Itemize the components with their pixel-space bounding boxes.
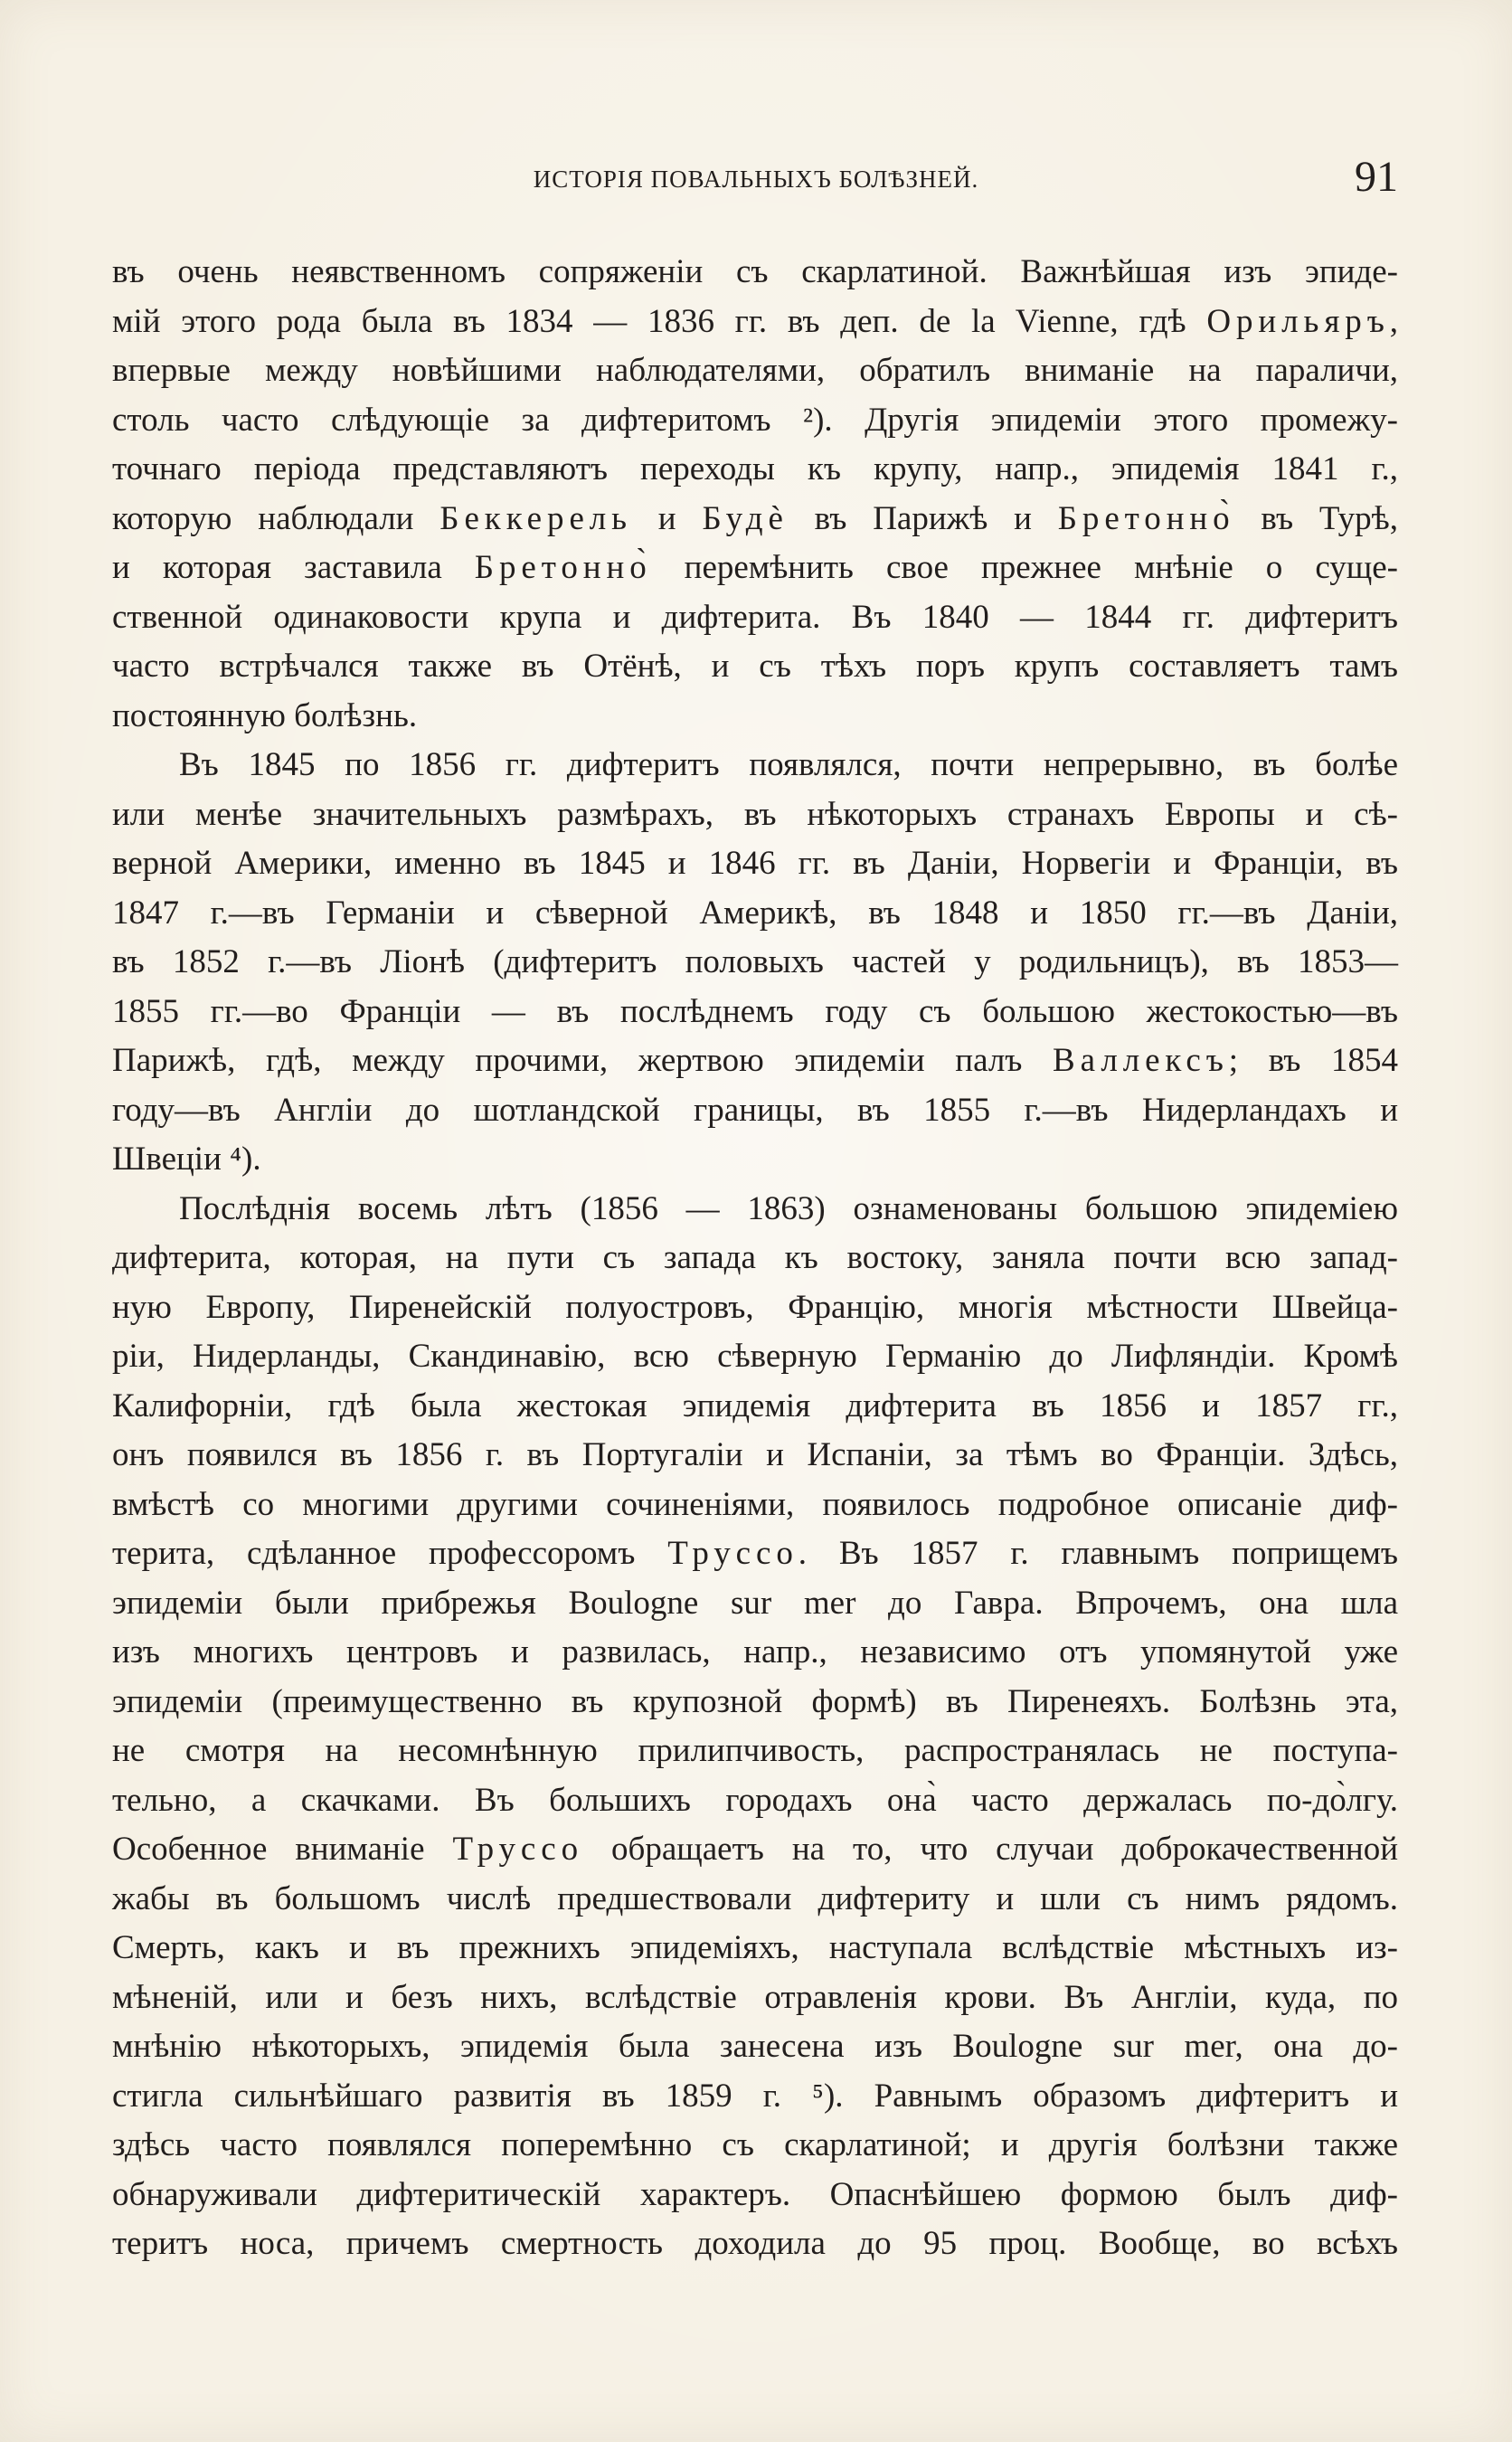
- text-segment: терита, сдѣланное профессоромъ: [112, 1535, 668, 1572]
- text-line-content: [112, 1831, 1398, 1868]
- text-segment: Послѣднія восемь лѣтъ (1856 — 1863) ознаменованы большою эпидеміею: [179, 1189, 1398, 1227]
- text-line: [112, 1036, 1398, 1086]
- text-segment: обнаруживали дифтеритическій характеръ. Опаснѣйшею формою былъ диф-: [112, 2175, 1398, 2213]
- text-segment: году—въ Англіи до шотландской границы, въ 1855 г.—въ Нидерландахъ и: [112, 1091, 1398, 1129]
- text-line-content: [112, 2176, 1398, 2213]
- text-line-content: [112, 993, 1398, 1030]
- text-segment: верной Америки, именно въ 1845 и 1846 гг. въ Даніи, Норвегіи и Франціи, въ: [112, 845, 1398, 882]
- text-line: [112, 741, 1398, 790]
- text-segment: Калифорніи, гдѣ была жестокая эпидемія дифтерита въ 1856 и 1857 гг.,: [112, 1387, 1398, 1424]
- text-line-content: [112, 943, 1398, 980]
- text-line-content: [112, 845, 1398, 882]
- text-line-content: [112, 1929, 1398, 1966]
- text-line: [112, 593, 1398, 643]
- text-segment: ную Европу, Пиренейскій полуостровъ, Францію, многія мѣстности Швейца-: [112, 1288, 1398, 1326]
- text-line: [112, 2121, 1398, 2171]
- text-segment: мій этого рода была въ 1834 — 1836 гг. въ деп. de la Vienne, гдѣ: [112, 302, 1207, 340]
- text-line: [112, 1382, 1398, 1432]
- text-segment: Смерть, какъ и въ прежнихъ эпидеміяхъ, наступала вслѣдствіе мѣстныхъ из-: [112, 1929, 1398, 1966]
- text-line: [112, 2022, 1398, 2072]
- text-line-content: [112, 253, 1398, 290]
- text-line: [112, 248, 1398, 298]
- text-segment: и которая заставила: [112, 549, 475, 586]
- text-line-content: [112, 599, 1398, 636]
- text-line: [112, 1727, 1398, 1776]
- text-line: [112, 1678, 1398, 1727]
- text-segment: ственной одинаковости крупа и дифтерита. Въ 1840 — 1844 гг. дифтеритъ: [112, 598, 1398, 636]
- text-line: [112, 692, 1398, 742]
- text-line-content: [112, 1732, 1398, 1769]
- text-line: [112, 790, 1398, 840]
- text-line-content: [112, 450, 1398, 487]
- spaced-name: Труссо: [667, 1535, 799, 1572]
- text-line: [112, 1135, 1398, 1185]
- text-segment: постоянную болѣзнь.: [112, 696, 418, 734]
- paragraph: [112, 248, 1398, 741]
- text-segment: мѣненій, или и безъ нихъ, вслѣдствіе отравленія крови. Въ Англіи, куда, по: [112, 1978, 1398, 2016]
- text-line: [112, 938, 1398, 988]
- text-segment: мнѣнію нѣкоторыхъ, эпидемія была занесена изъ Boulogne sur mer, она до-: [112, 2028, 1398, 2065]
- text-segment: тельно, а скачками. Въ большихъ городахъ она̀ часто держалась по-до̀лгу.: [112, 1781, 1398, 1819]
- text-segment: жабы въ большомъ числѣ предшествовали дифтериту и шли съ нимъ рядомъ.: [112, 1879, 1398, 1917]
- text-line-content: [112, 1092, 1398, 1129]
- text-line: [112, 1234, 1398, 1283]
- spaced-name: Орильяръ: [1206, 302, 1390, 340]
- text-segment: часто встрѣчался также въ Отёнѣ, и съ тѣхъ поръ крупъ составляетъ тамъ: [112, 648, 1398, 685]
- text-line-content: [112, 1782, 1398, 1819]
- text-line: [112, 839, 1398, 889]
- text-line-content: [112, 648, 1398, 685]
- text-line: [112, 2171, 1398, 2220]
- text-line-content: [112, 1387, 1398, 1424]
- text-line: [112, 1579, 1398, 1629]
- text-segment: въ очень неявственномъ сопряженіи съ скарлатиной. Важнѣйшая изъ эпиде-: [112, 253, 1398, 290]
- text-segment: Въ 1845 по 1856 гг. дифтеритъ появлялся, почти непрерывно, въ болѣе: [179, 746, 1398, 783]
- text-line: [112, 1481, 1398, 1530]
- text-segment: вмѣстѣ со многими другими сочиненіями, появилось подробное описаніе диф-: [112, 1485, 1398, 1523]
- text-segment: въ Турѣ,: [1234, 499, 1398, 537]
- text-segment: Парижѣ, гдѣ, между прочими, жертвою эпидеміи палъ: [112, 1042, 1054, 1079]
- text-line: [112, 346, 1398, 396]
- running-title: ИСТОРІЯ ПОВАЛЬНЫХЪ БОЛѢЗНЕЙ.: [533, 166, 979, 193]
- text-line: [112, 1431, 1398, 1481]
- text-line: [112, 2072, 1398, 2122]
- text-segment: изъ многихъ центровъ и развилась, напр., независимо отъ упомянутой уже: [112, 1633, 1398, 1671]
- text-segment: эпидеміи были прибрежья Boulogne sur mer до Гавра. Впрочемъ, она шла: [112, 1584, 1398, 1622]
- text-line-content: [112, 1585, 1398, 1622]
- text-segment: Особенное вниманіе: [112, 1831, 453, 1868]
- text-line-content: [112, 2225, 1398, 2262]
- text-line-content: [112, 894, 1398, 932]
- text-segment: онъ появился въ 1856 г. въ Португаліи и Испаніи, за тѣмъ во Франціи. Здѣсь,: [112, 1436, 1398, 1473]
- text-line: [112, 445, 1398, 495]
- text-line-content: [112, 1338, 1398, 1375]
- text-line: [112, 1973, 1398, 2023]
- text-segment: 1855 гг.—во Франціи — въ послѣднемъ году съ большою жестокостью—въ: [112, 992, 1398, 1030]
- spaced-name: Бретонно̀: [474, 549, 652, 586]
- text-segment: эпидеміи (преимущественно въ крупозной формѣ) въ Пиренеяхъ. Болѣзнь эта,: [112, 1682, 1398, 1720]
- text-line-content: [112, 2078, 1398, 2115]
- text-line: [112, 1776, 1398, 1826]
- text-line: [112, 1825, 1398, 1875]
- text-line: [112, 495, 1398, 544]
- spaced-name: Будѐ: [702, 499, 789, 537]
- paragraph: [112, 741, 1398, 1185]
- text-line-content: [112, 303, 1398, 340]
- text-line: [112, 889, 1398, 939]
- text-line: [112, 1283, 1398, 1333]
- text-line-content: [112, 2126, 1398, 2163]
- text-line: [112, 1924, 1398, 1973]
- text-segment: обращаетъ на то, что случаи доброкачественной: [583, 1831, 1398, 1868]
- body-text: [112, 248, 1398, 2269]
- text-line: [112, 1875, 1398, 1925]
- text-segment: впервые между новѣйшими наблюдателями, обратилъ вниманіе на параличи,: [112, 352, 1398, 389]
- text-segment: въ Парижѣ и: [788, 499, 1058, 537]
- text-line-content: [112, 796, 1398, 833]
- text-segment: ріи, Нидерланды, Скандинавію, всю сѣверную Германію до Лифляндіи. Кромѣ: [112, 1338, 1398, 1375]
- spaced-name: Беккерель: [439, 499, 632, 537]
- text-segment: теритъ носа, причемъ смертность доходила до 95 проц. Вообще, во всѣхъ: [112, 2225, 1398, 2262]
- text-segment: Швеціи ⁴).: [112, 1141, 261, 1178]
- text-segment: точнаго періода представляютъ переходы къ крупу, напр., эпидемія 1841 г.,: [112, 450, 1398, 487]
- text-line: [112, 544, 1398, 593]
- text-segment: которую наблюдали: [112, 499, 440, 537]
- paragraph: [112, 1185, 1398, 2269]
- text-line: [112, 2220, 1398, 2269]
- text-line-content: [112, 500, 1398, 537]
- text-line-content: [179, 1190, 1398, 1227]
- text-line-content: [112, 2028, 1398, 2065]
- text-line-content: [112, 1683, 1398, 1720]
- text-segment: ,: [1389, 302, 1398, 340]
- text-segment: 1847 г.—въ Германіи и сѣверной Америкѣ, въ 1848 и 1850 гг.—въ Даніи,: [112, 894, 1398, 932]
- text-line: [112, 396, 1398, 446]
- text-line-content: [112, 1141, 261, 1178]
- text-segment: или менѣе значительныхъ размѣрахъ, въ нѣкоторыхъ странахъ Европы и сѣ-: [112, 795, 1398, 833]
- spaced-name: Валлексъ: [1053, 1042, 1229, 1079]
- text-segment: въ 1852 г.—въ Ліонѣ (дифтеритъ половыхъ частей у родильницъ), въ 1853—: [112, 943, 1398, 980]
- text-line-content: [179, 746, 1398, 783]
- text-segment: не смотря на несомнѣнную прилипчивость, распространялась не поступа-: [112, 1732, 1398, 1769]
- text-segment: здѣсь часто появлялся поперемѣнно съ скарлатиной; и другія болѣзни также: [112, 2126, 1398, 2163]
- text-line-content: [112, 1436, 1398, 1473]
- text-segment: стигла сильнѣйшаго развитія въ 1859 г. ⁵). Равнымъ образомъ дифтеритъ и: [112, 2077, 1398, 2115]
- text-line-content: [112, 352, 1398, 389]
- text-line-content: [112, 697, 417, 734]
- text-segment: и: [631, 499, 703, 537]
- text-line: [112, 642, 1398, 692]
- text-line-content: [112, 1979, 1398, 2016]
- text-line: [112, 1332, 1398, 1382]
- spaced-name: Труссо: [452, 1831, 584, 1868]
- text-line-content: [112, 1633, 1398, 1671]
- text-segment: перемѣнить свое прежнее мнѣніе о суще-: [651, 549, 1399, 586]
- text-line: [112, 1185, 1398, 1235]
- text-line: [112, 1529, 1398, 1579]
- text-line: [112, 298, 1398, 347]
- text-line-content: [112, 1239, 1398, 1276]
- text-line-content: [112, 1486, 1398, 1523]
- text-line: [112, 988, 1398, 1037]
- text-segment: . Въ 1857 г. главнымъ поприщемъ: [798, 1535, 1398, 1572]
- text-line-content: [112, 1289, 1398, 1326]
- text-line: [112, 1628, 1398, 1678]
- spaced-name: Бретонно̀: [1057, 499, 1235, 537]
- text-line-content: [112, 1535, 1398, 1572]
- text-line-content: [112, 402, 1398, 439]
- text-segment: ; въ 1854: [1228, 1042, 1398, 1079]
- text-line-content: [112, 549, 1398, 586]
- text-line-content: [112, 1042, 1398, 1079]
- text-segment: дифтерита, которая, на пути съ запада къ востоку, заняла почти всю запад-: [112, 1239, 1398, 1276]
- text-line: [112, 1086, 1398, 1136]
- text-segment: столь часто слѣдующіе за дифтеритомъ ²). Другія эпидеміи этого промежу-: [112, 401, 1398, 439]
- text-line-content: [112, 1880, 1398, 1917]
- page-number: 91: [1355, 153, 1398, 201]
